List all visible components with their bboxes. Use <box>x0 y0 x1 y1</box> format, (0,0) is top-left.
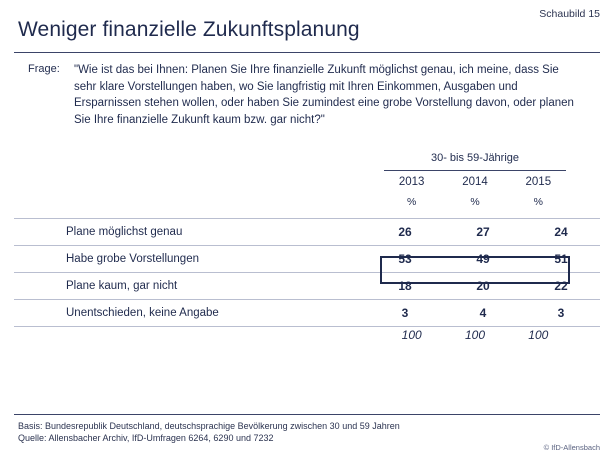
cell-value: 3 <box>557 306 565 320</box>
cell-value: 51 <box>554 252 568 266</box>
unit-percent: % <box>406 196 417 208</box>
cell-value: 53 <box>398 252 412 266</box>
row-label: Plane kaum, gar nicht <box>66 280 178 292</box>
row-label: Habe grobe Vorstellungen <box>66 253 199 265</box>
page-title: Weniger finanzielle Zukunftsplanung <box>18 18 360 41</box>
question-label: Frage: <box>28 63 60 75</box>
cell-value: 20 <box>476 279 490 293</box>
table-body <box>14 218 600 327</box>
cell-value: 22 <box>554 279 568 293</box>
cell-value: 27 <box>476 225 490 239</box>
total-value: 100 <box>464 328 485 342</box>
footer-notes <box>18 420 400 444</box>
column-header-year: 2015 <box>525 176 552 188</box>
table-row <box>14 218 600 246</box>
group-header-rule <box>384 170 566 171</box>
footer-basis: Basis: Bundesrepublik Deutschland, deutschsprachige Bevölkerung zwischen 30 und 59 Jahren <box>18 421 400 431</box>
cell-value: 49 <box>476 252 490 266</box>
divider-top <box>14 52 600 53</box>
total-value: 100 <box>528 328 549 342</box>
column-header-year: 2014 <box>462 176 488 188</box>
chart-number-label: Schaubild 15 <box>539 8 600 20</box>
divider-bottom <box>14 414 600 415</box>
row-label: Unentschieden, keine Angabe <box>66 307 219 319</box>
unit-percent: % <box>533 196 543 208</box>
table-row <box>14 246 600 273</box>
table-row <box>14 273 600 300</box>
cell-value: 24 <box>554 225 568 239</box>
row-label: Plane möglichst genau <box>66 226 183 238</box>
row-values <box>366 252 600 266</box>
table-unit-row <box>380 196 570 208</box>
cell-value: 3 <box>401 306 409 320</box>
cell-value: 18 <box>398 279 412 293</box>
row-values <box>366 225 600 239</box>
question-text: "Wie ist das bei Ihnen: Planen Sie Ihre finanzielle Zukunft möglichst genau, ich meine, dass Sie sehr klare Vorstellungen haben, wo Sie langfristig mit Ihren Einkommen, Ausgaben und Ersparnissen stehen wollen, oder haben Sie zumindest eine grobe Vorstellung davon, oder planen Sie Ihre finanzielle Zukunft kaum bzw. gar nicht?" <box>74 64 574 126</box>
copyright-notice: © IfD-Allensbach <box>543 443 600 452</box>
unit-percent: % <box>470 196 480 208</box>
row-values <box>366 279 600 293</box>
footer-source: Quelle: Allensbacher Archiv, IfD-Umfragen 6264, 6290 und 7232 <box>18 433 274 443</box>
table-group-header: 30- bis 59-Jährige <box>430 152 520 164</box>
table-row <box>14 300 600 327</box>
row-values <box>366 306 600 320</box>
cell-value: 4 <box>479 306 487 320</box>
table-totals-row <box>380 328 570 342</box>
column-header-year: 2013 <box>398 176 425 188</box>
question-block <box>28 62 584 128</box>
table-column-headers <box>380 176 570 188</box>
cell-value: 26 <box>398 225 412 239</box>
total-value: 100 <box>401 328 422 342</box>
